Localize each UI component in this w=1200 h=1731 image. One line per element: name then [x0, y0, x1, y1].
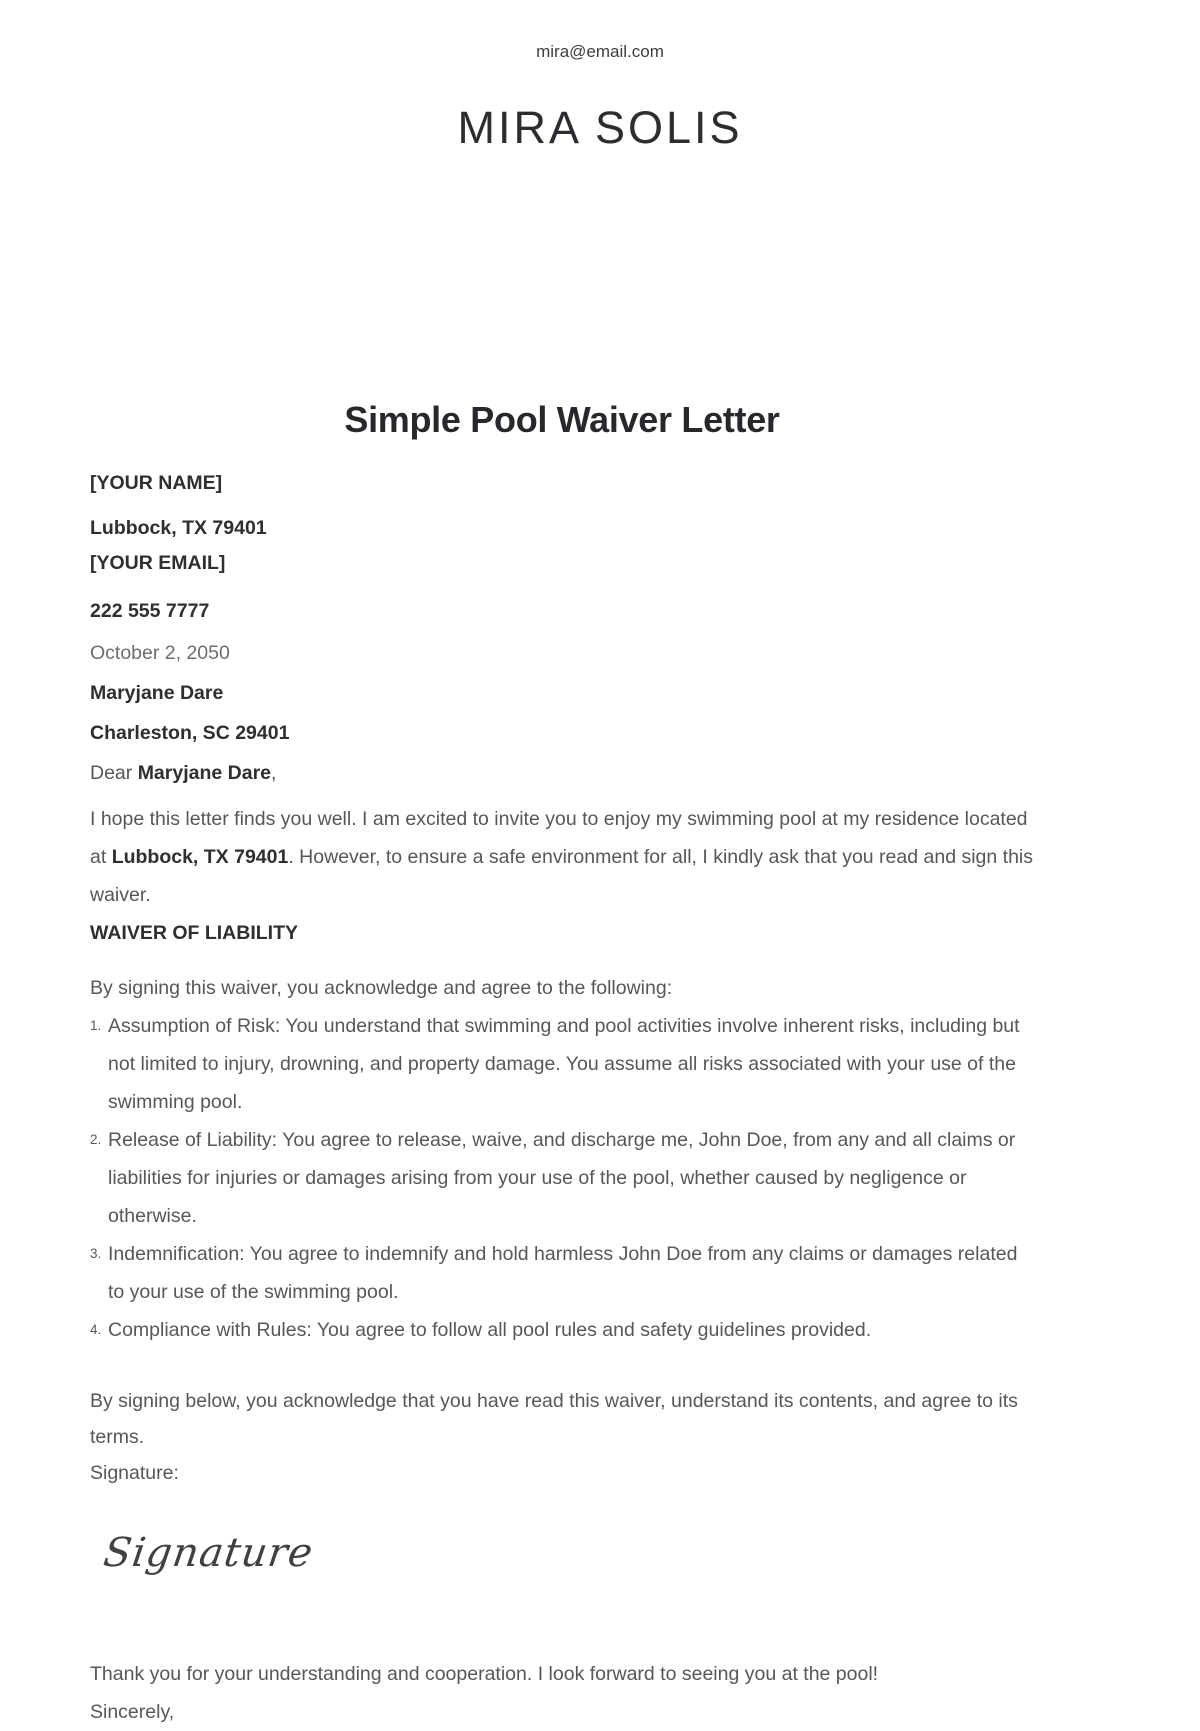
sender-block: [90, 472, 1034, 784]
closing-paragraph: By signing below, you acknowledge that you have read this waiver, understand its contents, and agree to its terms.: [90, 1390, 1018, 1448]
intro-part1: I hope this letter finds you well. I am excited to invite you to enjoy my swimming pool at my residence located at: [90, 808, 1028, 868]
waiver-list: [90, 1007, 1034, 1349]
list-intro: By signing this waiver, you acknowledge and agree to the following:: [90, 977, 673, 999]
signature-script: Signature: [100, 1530, 317, 1576]
signoff-line: Sincerely,: [90, 1701, 175, 1723]
thanks-line: Thank you for your understanding and cooperation. I look forward to seeing you at the pool!: [90, 1663, 879, 1685]
document-header: [0, 0, 1200, 154]
recipient-name: Maryjane Dare: [90, 682, 224, 704]
list-item: [90, 1311, 1034, 1349]
sender-email: [YOUR EMAIL]: [90, 552, 226, 574]
intro-paragraph: [90, 800, 1034, 914]
list-item-number: 1.: [90, 1018, 102, 1033]
list-item-text: Compliance with Rules: You agree to follow all pool rules and safety guidelines provided.: [108, 1319, 872, 1341]
list-item-text: Release of Liability: You agree to release, waive, and discharge me, John Doe, from any and all claims or liabilities for injuries or damages arising from your use of the pool, whether caused by negligence or otherwise.: [108, 1129, 1016, 1227]
list-item: [90, 1007, 1034, 1121]
list-item-number: 4.: [90, 1322, 102, 1337]
list-item-number: 2.: [90, 1132, 102, 1147]
header-author-name: MIRA SOLIS: [457, 102, 743, 153]
list-item: [90, 1235, 1034, 1311]
intro-part2: . However, to ensure a safe environment for all, I kindly ask that you read and sign this waiver.: [90, 846, 1033, 906]
sender-name: [YOUR NAME]: [90, 472, 223, 494]
waiver-heading: WAIVER OF LIABILITY: [90, 922, 298, 944]
list-item: [90, 1121, 1034, 1235]
letter-title: Simple Pool Waiver Letter: [344, 399, 780, 440]
sender-address: Lubbock, TX 79401: [90, 517, 267, 539]
intro-bold-address: Lubbock, TX 79401: [111, 846, 289, 868]
sender-phone: 222 555 7777: [90, 600, 210, 622]
header-email: mira@email.com: [536, 42, 664, 61]
salutation: [90, 762, 1034, 784]
signature-area: [90, 1529, 1034, 1581]
salutation-prefix: Dear: [90, 762, 138, 784]
list-item-text: Indemnification: You agree to indemnify and hold harmless John Doe from any claims or damages related to your use of the swimming pool.: [108, 1243, 1018, 1303]
signature-label: Signature:: [90, 1462, 179, 1484]
salutation-suffix: ,: [271, 762, 277, 784]
salutation-name: Maryjane Dare: [137, 762, 272, 784]
thanks-paragraph: [90, 1655, 1034, 1731]
list-item-text: Assumption of Risk: You understand that swimming and pool activities involve inherent risks, including but not limited to injury, drowning, and property damage. You assume all risks associated with your use of the swimming pool.: [108, 1015, 1020, 1113]
list-item-number: 3.: [90, 1246, 102, 1261]
letter-body: [90, 398, 1034, 1731]
recipient-address: Charleston, SC 29401: [90, 722, 290, 744]
letter-date: October 2, 2050: [90, 642, 230, 664]
